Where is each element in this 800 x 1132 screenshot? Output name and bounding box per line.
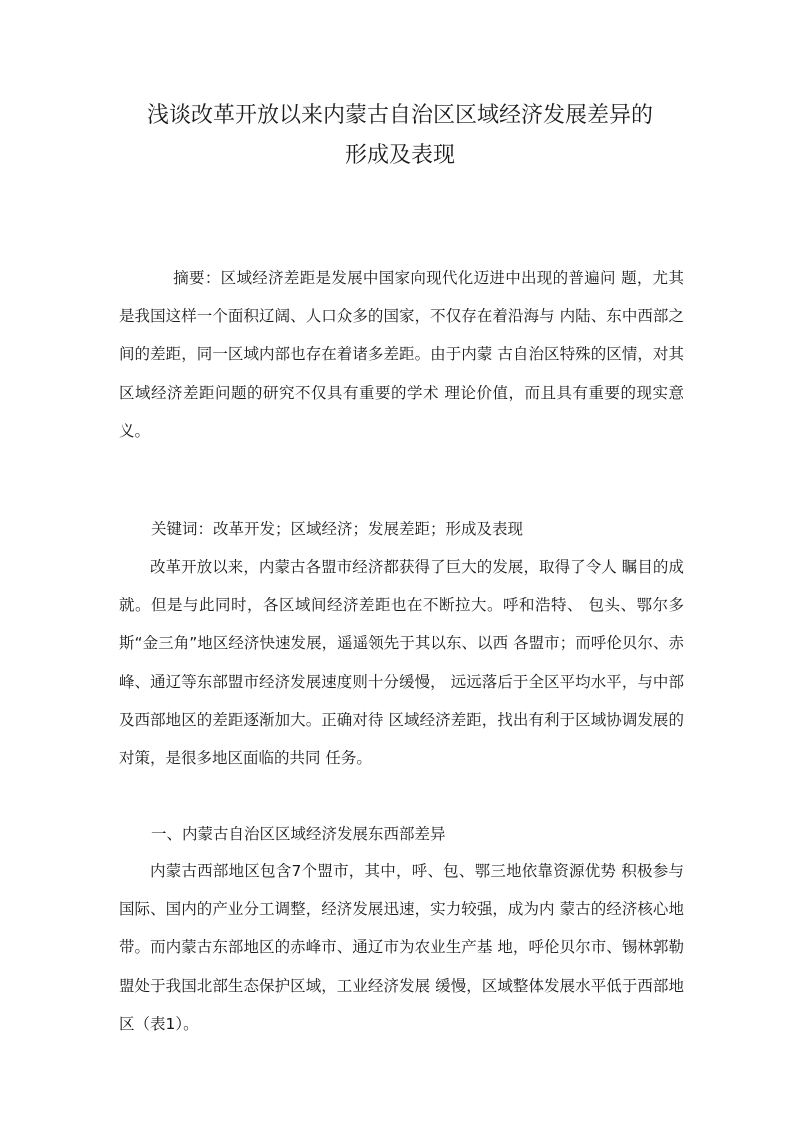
keywords-line: 关键词：改革开发；区域经济；发展差距；形成及表现: [151, 520, 524, 538]
body-paragraph-1: 改革开放以来，内蒙古各盟市经济都获得了巨大的发展，取得了令人 瞩目的成就。但是与此同时，各区域间经济差距也在不断拉大。呼和浩特、 包头、鄂尔多斯“金三角”地区经济快速发展，遥遥领先于其以东、以西 各盟市；而呼伦贝尔、赤峰、通辽等东部盟市经济发展速度则十分缓慢， 远远落后于全区平均水平，与中部及西部地区的差距逐渐加大。正确对待 区域经济差距，找出有利于区域协调发展的对策，是很多地区面临的共同 任务。: [119, 558, 684, 768]
document-title-line-1: 浅谈改革开放以来内蒙古自治区区域经济发展差异的: [146, 103, 653, 128]
abstract-paragraph: 摘要：区域经济差距是发展中国家向现代化迈进中出现的普遍问 题，尤其是我国这样一个面积辽阔、人口众多的国家，不仅存在着沿海与 内陆、东中西部之间的差距，同一区域内部也存在着诸多差距。由于内蒙 古自治区特殊的区情，对其区域经济差距问题的研究不仅具有重要的学术 理论价值，而且具有重要的现实意义。: [119, 269, 684, 440]
document-title-line-2: 形成及表现: [344, 143, 455, 168]
section-heading-1: 一、内蒙古自治区区域经济发展东西部差异: [151, 825, 446, 843]
body-paragraph-2: 内蒙古西部地区包含7个盟市，其中，呼、包、鄂三地依靠资源优势 积极参与国际、国内的产业分工调整，经济发展迅速，实力较强，成为内 蒙古的经济核心地带。而内蒙古东部地区的赤峰市、通辽市为农业生产基 地，呼伦贝尔市、锡林郭勒盟处于我国北部生态保护区域，工业经济发展 缓慢，区域整体发展水平低于西部地区（表1）。: [119, 862, 684, 1033]
